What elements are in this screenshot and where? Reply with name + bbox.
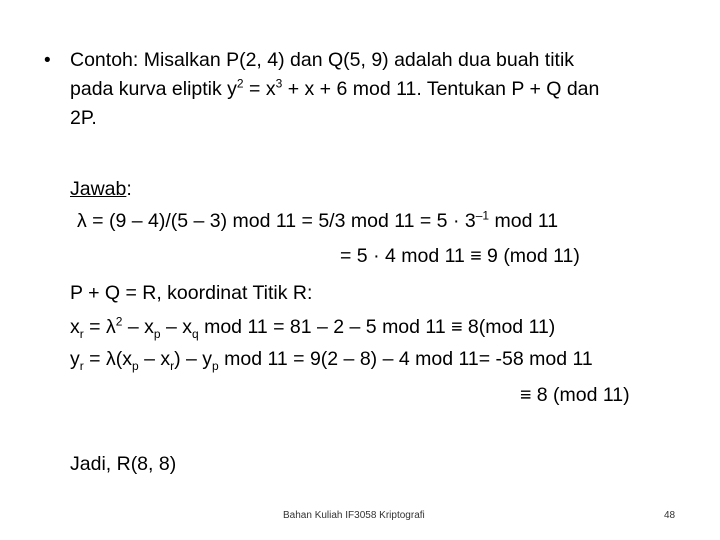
example-text: : Misalkan P(2, 4) dan Q(5, 9) adalah dua buah titik (132, 49, 575, 71)
yr-result-line: ≡ 8 (mod 11) (520, 384, 630, 406)
example-label: Contoh (70, 49, 133, 71)
conclusion-line: Jadi, R(8, 8) (70, 453, 177, 475)
answer-heading-label: Jawab (70, 178, 127, 200)
lambda-result-line: = 5 · 4 mod 11 ≡ 9 (mod 11) (340, 245, 580, 267)
page-number: 48 (664, 510, 676, 521)
example-line-1 (70, 51, 574, 71)
example-line-3: 2P. (70, 107, 97, 129)
example-line-2: pada kurva eliptik $y^2 = x^3 + x + 6$ mod 11. Tentukan P + Q dan (70, 76, 600, 100)
footer-course: Bahan Kuliah IF3058 Kriptografi (283, 510, 425, 521)
sum-statement-line: P + Q = R, koordinat Titik R: (70, 282, 313, 304)
answer-heading: Jawab: (70, 178, 132, 200)
xr-line: $x_r = \lambda^2 - x_p - x_q$ mod 11 = 81 – 2 – 5 mod 11 ≡ 8(mod 11) (70, 314, 556, 341)
bullet-marker: • (44, 50, 51, 71)
yr-line: $y_r = \lambda(x_p - x_r) - y_p$ mod 11 = 9(2 – 8) – 4 mod 11= -58 mod 11 (70, 348, 593, 373)
lambda-line: λ = (9 – 4)/(5 – 3) mod 11 = 5/3 mod $11 = 5 \cdot 3^{-1}$ mod 11 (77, 208, 559, 232)
